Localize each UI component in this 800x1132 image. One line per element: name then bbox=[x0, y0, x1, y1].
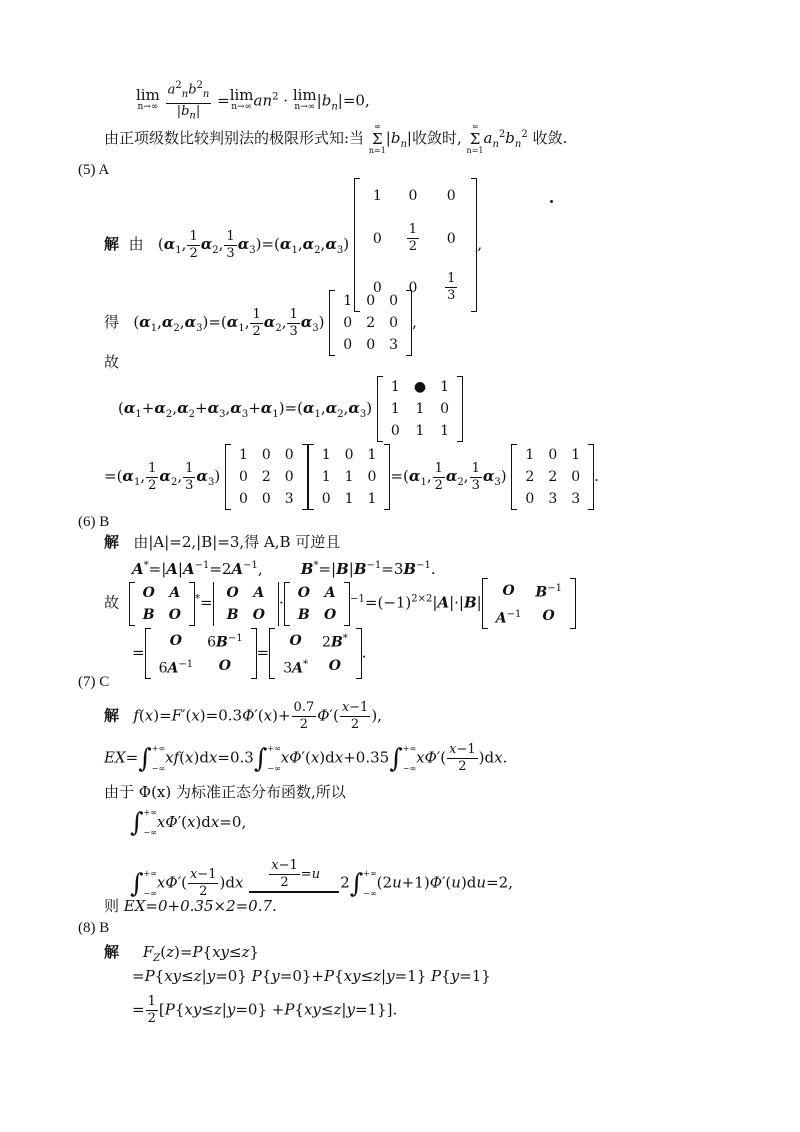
answer-8: (8) B bbox=[78, 920, 110, 936]
you-label: 由 bbox=[128, 235, 144, 253]
line-06: 故 bbox=[104, 353, 120, 371]
block-matrix: O A B O bbox=[284, 582, 350, 626]
line-20 bbox=[104, 896, 277, 916]
line-17: 由于 Φ(x) 为标准正态分布函数,所以 bbox=[104, 783, 346, 801]
line-02-text: 由正项级数比较判别法的极限形式知:当 bbox=[104, 129, 365, 147]
line-11: $A^*=|A|A^{-1}=2A^{-1}$, $B^*=|B|B^{-1}=3B^{-1}$. bbox=[132, 560, 436, 578]
substitution: $\frac{x-1}{2}$ =u bbox=[249, 858, 339, 909]
matrix: 1 0 0 0 2 0 0 0 3 bbox=[329, 290, 412, 356]
de-label: 得 bbox=[104, 313, 120, 331]
determinant: O A B O bbox=[213, 582, 279, 626]
line-24: = $\frac{1}{2}$ [P{xy≤z|y=0} +P{xy≤z|y=1}]. bbox=[132, 994, 398, 1026]
jie-label: 解 bbox=[104, 706, 120, 725]
matrix: 1 0 0 0 2 0 0 0 3 bbox=[225, 444, 308, 510]
block-matrix: O 2B* 3A* O bbox=[269, 628, 362, 679]
jie-label: 解 bbox=[104, 235, 120, 253]
line-08: $=(\alpha_1$, $\frac{1}{2}$ $\alpha_2$, $\frac{1}{3}$ $\alpha_3$) 1 0 0 0 2 0 0 0 3 1 0 1 1 1 0 0 1 1 $=(\alpha_1$, $\frac{1}{2}$ $\alpha_2$, $\frac{1}{3}$ $\alpha_3$) 1 0 1 2 2 0 0 3 3 . bbox=[104, 444, 599, 510]
line-18: ∫ +∞ −∞ xΦ′(x)dx=0, bbox=[130, 808, 247, 838]
block-matrix: O $6B^{-1}$ $6A^{-1}$ O bbox=[145, 628, 257, 679]
answer-7: (7) C bbox=[78, 674, 110, 690]
gu-label: 故 bbox=[104, 593, 120, 612]
line-10-text: 由|A|=2,|B|=3,得 A,B 可逆且 bbox=[133, 533, 341, 551]
line-10 bbox=[104, 532, 340, 552]
line-04: 解 由 ($\alpha_1$, $\frac{1}{2}$ $\alpha_2$, $\frac{1}{3}$ $\alpha_3)=(\alpha_1,\alpha_2,\alpha_3)$ 1 0 0 0 $\frac{1}{2}$ 0 0 0 $\frac{1}{3}$ , bbox=[104, 178, 482, 312]
sum-op: ∞ Σ n=1 bbox=[368, 122, 386, 155]
line-20-text: EX=0+0.35×2=0.7. bbox=[123, 897, 277, 915]
matrix: 1 0 1 2 2 0 0 3 3 bbox=[511, 444, 594, 510]
line-13: = O $6B^{-1}$ $6A^{-1}$ O = O 2B* 3A* O . bbox=[132, 628, 367, 679]
line-16: EX=∫ +∞ −∞ xf(x)dx=0.3∫ +∞ −∞ xΦ′(x)dx+0.35∫ +∞ −∞ xΦ′( $\frac{x-1}{2}$ )dx. bbox=[104, 742, 508, 774]
line-19: ∫ +∞ −∞ xΦ′( $\frac{x-1}{2}$ )dx $\frac{x-1}{2}$ =u 2∫ +∞ −∞ (2u+1)Φ′(u)du=2, bbox=[130, 858, 513, 909]
line-12: 故 O A B O *= O A B O · O A B O $^{-1}=(-1)^{2\times 2}|A|\cdot|B|$ O $B^{-1}$ $A^{-1}$ O bbox=[104, 578, 576, 629]
line-15: 解 f(x)=F′(x)=0.3Φ′(x)+ $\frac{0.7}{2}$ Φ′( $\frac{x-1}{2}$ ), bbox=[104, 700, 382, 732]
line-07: $(\alpha_1+\alpha_2,\alpha_2+\alpha_3,\alpha_3+\alpha_1)=(\alpha_1,\alpha_2,\alpha_3)$ 1 ● 1 1 1 0 0 1 1 bbox=[118, 376, 463, 442]
fraction: $\frac{a^2_nb^2_n}{|b_n|}$ bbox=[167, 80, 210, 122]
answer-6: (6) B bbox=[78, 514, 110, 530]
block-matrix: O A B O bbox=[129, 582, 195, 626]
matrix: 1 ● 1 1 1 0 0 1 1 bbox=[377, 376, 463, 442]
line-01: lim n→∞ $\frac{a^2_nb^2_n}{|b_n|}$ = lim n→∞ $an^2$ · lim n→∞ $|b_n|=0$, bbox=[136, 78, 370, 125]
speck bbox=[550, 200, 553, 203]
line-02-mid: 收敛时, bbox=[411, 129, 462, 147]
line-05: 得 $(\alpha_1,\alpha_2,\alpha_3)=(\alpha_1$, $\frac{1}{2}$ $\alpha_2$, $\frac{1}{3}$ $\alpha_3$) 1 0 0 0 2 0 0 0 3 , bbox=[104, 290, 417, 356]
matrix: 1 0 0 0 $\frac{1}{2}$ 0 0 0 $\frac{1}{3}$ bbox=[354, 178, 477, 312]
jie-label: 解 bbox=[104, 533, 120, 551]
sum-op: ∞ Σ n=1 bbox=[466, 122, 484, 155]
ze-label: 则 bbox=[104, 897, 120, 915]
line-23: =P{xy≤z|y=0} P{y=0}+P{xy≤z|y=1} P{y=1} bbox=[132, 967, 491, 985]
matrix: 1 0 1 1 1 0 0 1 1 bbox=[308, 444, 391, 510]
line-22: 解 $F_Z(z)=P\{xy\le z\}$ bbox=[104, 943, 260, 964]
answer-5: (5) A bbox=[78, 162, 110, 178]
jie-label: 解 bbox=[104, 943, 120, 961]
lim-op: lim n→∞ bbox=[136, 86, 160, 113]
block-matrix: O $B^{-1}$ $A^{-1}$ O bbox=[482, 578, 576, 629]
line-02: 由正项级数比较判别法的极限形式知:当 ∞ Σ n=1 $|b_n|$收敛时, ∞ Σ n=1 $a_n^2b_n^2$ 收敛. bbox=[104, 122, 568, 155]
line-02-end: 收敛. bbox=[532, 129, 568, 147]
